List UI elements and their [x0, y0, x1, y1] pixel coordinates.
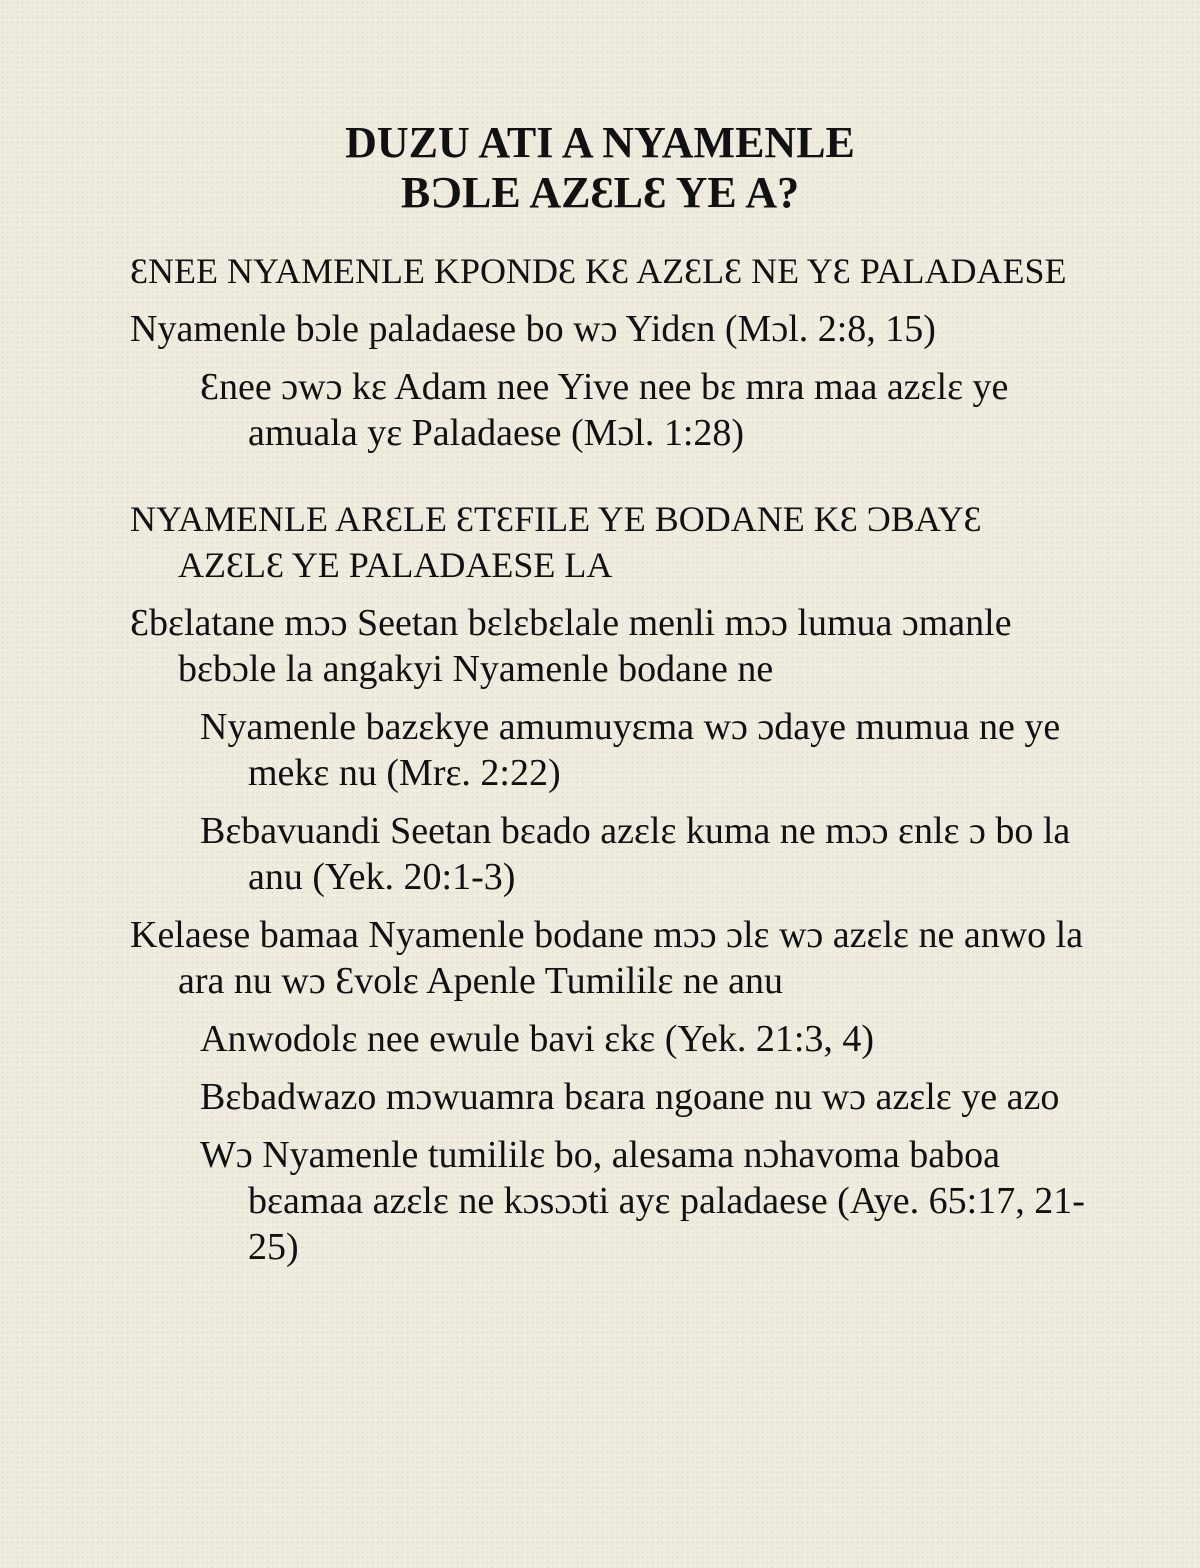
section-heading: NYAMENLE ARƐLE ƐTƐFILE YE BODANE KƐ ƆBAYƐ AZƐLƐ YE PALADAESE LA [130, 499, 982, 585]
outline-subpoint: Wɔ Nyamenle tumililɛ bo, alesama nɔhavoma baboa bɛamaa azɛlɛ ne kɔsɔɔti ayɛ paladaese (Aye. 65:17, 21-25) [200, 1134, 1085, 1268]
outline-subpoint: Nyamenle bazɛkye amumuyɛma wɔ ɔdaye mumua ne ye mekɛ nu (Mrɛ. 2:22) [200, 706, 1061, 794]
outline-subpoint: Anwodolɛ nee ewule bavi ɛkɛ (Yek. 21:3, 4) [200, 1018, 875, 1060]
page-title-line-2: BƆLE AZƐLƐ YE A? [400, 168, 800, 217]
outline-point: Ɛbɛlatane mɔɔ Seetan bɛlɛbɛlale menli mɔɔ lumua ɔmanle bɛbɔle la angakyi Nyamenle bodane ne [130, 602, 1012, 690]
outline-subpoint: Ɛnee ɔwɔ kɛ Adam nee Yive nee bɛ mra maa azɛlɛ ye amuala yɛ Paladaese (Mɔl. 1:28) [200, 366, 1009, 454]
outline-content [130, 248, 1090, 1282]
page-title-line-1: DUZU ATI A NYAMENLE [345, 118, 855, 167]
page-title [0, 118, 1200, 218]
outline-point: Kelaese bamaa Nyamenle bodane mɔɔ ɔlɛ wɔ azɛlɛ ne anwo la ara nu wɔ Ɛvolɛ Apenle Tumililɛ ne anu [130, 914, 1084, 1002]
outline-subpoint: Bɛbavuandi Seetan bɛado azɛlɛ kuma ne mɔɔ ɛnlɛ ɔ bo la anu (Yek. 20:1-3) [200, 810, 1071, 898]
outline-subpoint: Bɛbadwazo mɔwuamra bɛara ngoane nu wɔ azɛlɛ ye azo [200, 1076, 1060, 1118]
section-heading: ƐNEE NYAMENLE KPONDƐ KƐ AZƐLƐ NE YƐ PALADAESE [130, 251, 1067, 291]
outline-point: Nyamenle bɔle paladaese bo wɔ Yidɛn (Mɔl. 2:8, 15) [130, 308, 936, 350]
